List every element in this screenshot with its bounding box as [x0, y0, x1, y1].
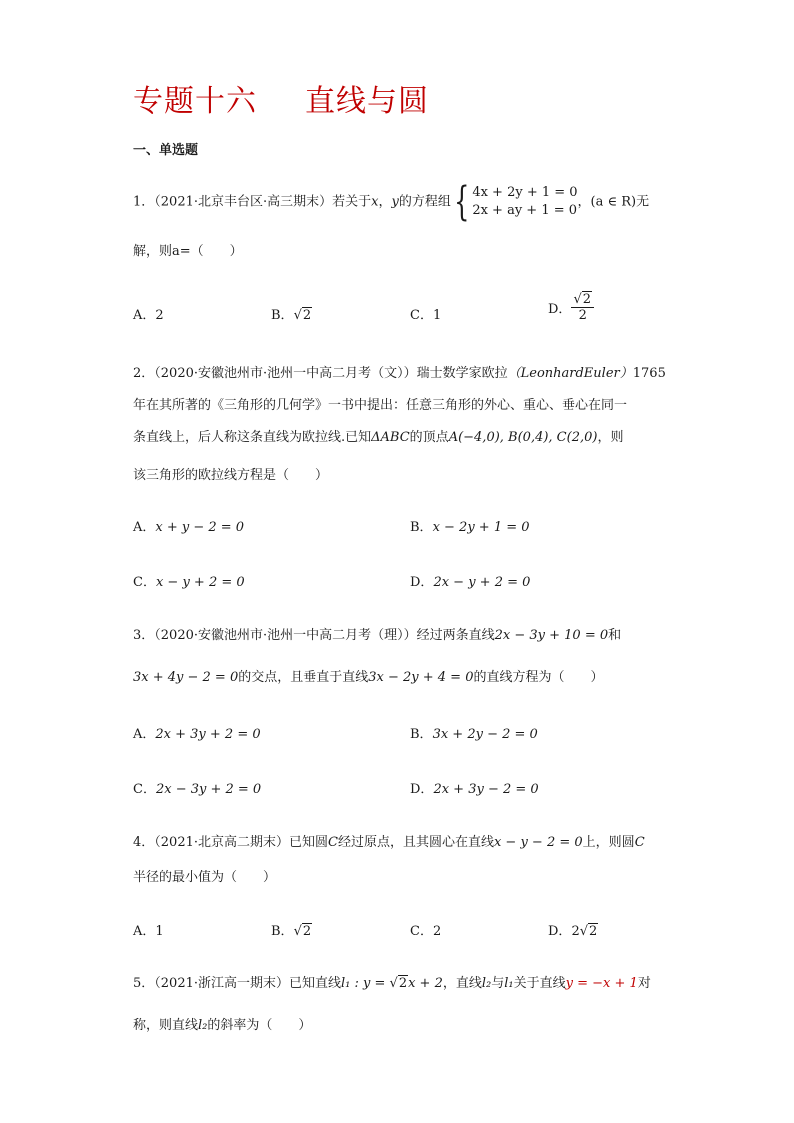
q3-option-b-label: B．: [410, 727, 433, 742]
q4-option-b-label: B．: [271, 924, 294, 939]
q5-text-e: 对: [637, 976, 651, 991]
q2-option-c[interactable]: [133, 571, 245, 590]
q1-eq2: 2x + ay + 1 = 0: [472, 203, 578, 218]
q2-option-a[interactable]: [133, 516, 244, 535]
q3-option-c[interactable]: [133, 778, 261, 797]
question-1-line-1: [133, 179, 650, 225]
q4-option-d[interactable]: [548, 920, 598, 939]
q1-var-x: x: [371, 194, 379, 210]
q4-option-a[interactable]: A．1: [133, 924, 164, 939]
q1-var-y: y: [391, 194, 399, 210]
q3-line-1-eq: 2x − 3y + 10 = 0: [494, 628, 609, 643]
question-5-line-1: [133, 974, 651, 994]
q2-text-d: 的顶点: [409, 430, 449, 445]
question-2-line-2: 年在其所著的《三角形的几何学》一书中提出：任意三角形的外心、重心、垂心在同一: [133, 398, 628, 413]
question-3-line-1: [133, 626, 621, 646]
q1-brace: {: [453, 179, 470, 225]
q2-option-b[interactable]: [410, 516, 530, 535]
q4-line-eq: x − y − 2 = 0: [493, 835, 583, 850]
q2-triangle: ΔABC: [371, 430, 410, 445]
title-topic-name: 直线与圆: [305, 84, 429, 119]
q2-option-b-value: x − 2y + 1 = 0: [432, 520, 530, 535]
q3-line-2-eq: 3x + 4y − 2 = 0: [133, 670, 239, 685]
q4-text-a: 4．（2021·北京高二期末）已知圆: [133, 835, 328, 850]
q1-option-d-denominator: 2: [578, 308, 587, 323]
question-3-line-2: [133, 668, 604, 688]
q1-prefix: 1．（2021·北京丰台区·高三期末）若关于: [133, 194, 372, 210]
q5-text-c: 与: [491, 976, 505, 991]
q3-text-a: 3．（2020·安徽池州市·池州一中高二月考（理））经过两条直线: [133, 628, 495, 643]
q1-option-d-fraction: $\frac{√2}{2}$: [571, 292, 594, 323]
q2-euler-name: （LeonhardEuler）: [507, 366, 633, 381]
q3-text-d: 的直线方程为（ ）: [473, 670, 604, 685]
q4-circle-c: C: [328, 835, 338, 850]
q1-option-b-value: 2: [302, 308, 312, 323]
q1-option-d-numerator: 2: [582, 292, 592, 307]
title-topic-number: 专题十六: [133, 84, 257, 119]
q2-text-c: 条直线上，后人称这条直线为欧拉线.已知: [133, 430, 372, 445]
q4-circle-c-2: C: [634, 835, 645, 850]
question-4-line-2: 半径的最小值为（ ）: [133, 870, 277, 885]
q2-option-d-label: D．: [410, 575, 434, 590]
q1-mid: ，: [378, 194, 392, 210]
question-2-line-3: [133, 428, 623, 448]
q5-l2: l₂: [481, 976, 492, 991]
sqrt-symbol: √2: [293, 924, 312, 939]
question-2-line-4: 该三角形的欧拉线方程是（ ）: [133, 468, 329, 483]
q5-l1-def: l₁ : y =: [341, 976, 390, 991]
q4-option-c[interactable]: C．2: [410, 924, 442, 939]
q2-option-d-value: 2x − y + 2 = 0: [433, 575, 531, 590]
section-heading: 一、单选题: [133, 143, 199, 158]
q5-sqrt-value: 2: [398, 976, 408, 991]
q4-option-b-value: 2: [302, 924, 312, 939]
question-5-line-2: [133, 1016, 311, 1036]
q1-equation-system: [472, 184, 577, 220]
q3-option-c-value: 2x − 3y + 2 = 0: [155, 782, 262, 797]
q5-l1: l₁: [504, 976, 514, 991]
q3-option-a[interactable]: [133, 723, 261, 742]
q3-text-b: 和: [608, 628, 622, 643]
q3-option-a-label: A．: [133, 727, 156, 742]
q3-perp-eq: 3x − 2y + 4 = 0: [368, 670, 474, 685]
q2-vertices: A(−4,0), B(0,4), C(2,0): [448, 430, 598, 445]
q4-option-d-value: 2: [589, 924, 598, 939]
q5-text-g: 的斜率为（ ）: [207, 1018, 312, 1033]
q2-option-c-value: x − y + 2 = 0: [155, 575, 245, 590]
question-1-line-2: 解，则a=（ ）: [133, 244, 243, 259]
q3-option-b-value: 3x + 2y − 2 = 0: [432, 727, 538, 742]
q3-text-c: 的交点，且垂直于直线: [238, 670, 369, 685]
q3-option-c-label: C．: [133, 782, 156, 797]
q2-option-b-label: B．: [410, 520, 433, 535]
q1-option-b-label: B．: [271, 308, 294, 323]
q3-option-b[interactable]: [410, 723, 538, 742]
q4-option-d-label: D．: [548, 924, 572, 939]
q2-option-a-value: x + y − 2 = 0: [155, 520, 245, 535]
q1-option-d[interactable]: [548, 292, 594, 323]
q3-option-d[interactable]: [410, 778, 539, 797]
q1-cond: ，(a ∈ R): [577, 194, 637, 210]
q1-option-b[interactable]: [271, 304, 312, 323]
q5-text-d: 关于直线: [513, 976, 566, 991]
q2-year: 1765: [632, 366, 666, 381]
q1-tail: 无: [636, 194, 650, 210]
q5-l1-tail: x + 2: [408, 976, 443, 991]
q1-option-c[interactable]: C．1: [410, 308, 442, 323]
q3-option-d-label: D．: [410, 782, 434, 797]
q1-eq1: 4x + 2y + 1 = 0: [472, 185, 578, 200]
q2-option-c-label: C．: [133, 575, 156, 590]
page-title: [133, 76, 429, 120]
q4-text-c: 上，则圆: [582, 835, 635, 850]
q2-option-d[interactable]: [410, 571, 530, 590]
q3-option-d-value: 2x + 3y − 2 = 0: [433, 782, 539, 797]
question-2-line-1: [133, 364, 666, 384]
question-4-line-1: [133, 833, 645, 853]
q5-symmetry-line: y = −x + 1: [565, 976, 638, 991]
q3-option-a-value: 2x + 3y + 2 = 0: [155, 727, 261, 742]
q5-text-a: 5．（2021·浙江高一期末）已知直线: [133, 976, 341, 991]
q2-text-a: 2．（2020·安徽池州市·池州一中高二月考（文））瑞士数学家欧拉: [133, 366, 508, 381]
q2-option-a-label: A．: [133, 520, 156, 535]
q5-l2-b: l₂: [198, 1018, 208, 1033]
q5-text-f: 称，则直线: [133, 1018, 199, 1033]
sqrt-symbol: √2: [293, 308, 312, 323]
q5-text-b: ，直线: [442, 976, 482, 991]
q1-after: 的方程组: [398, 194, 451, 210]
q4-option-d-coef: 2: [571, 924, 580, 939]
sqrt-symbol: √2: [579, 924, 598, 939]
q1-option-d-label: D．: [548, 302, 572, 317]
sqrt-symbol: √2: [389, 976, 408, 991]
q1-option-a[interactable]: A．2: [133, 308, 164, 323]
q4-option-b[interactable]: [271, 920, 312, 939]
q4-text-b: 经过原点，且其圆心在直线: [337, 835, 494, 850]
q2-text-e: ，则: [597, 430, 624, 445]
